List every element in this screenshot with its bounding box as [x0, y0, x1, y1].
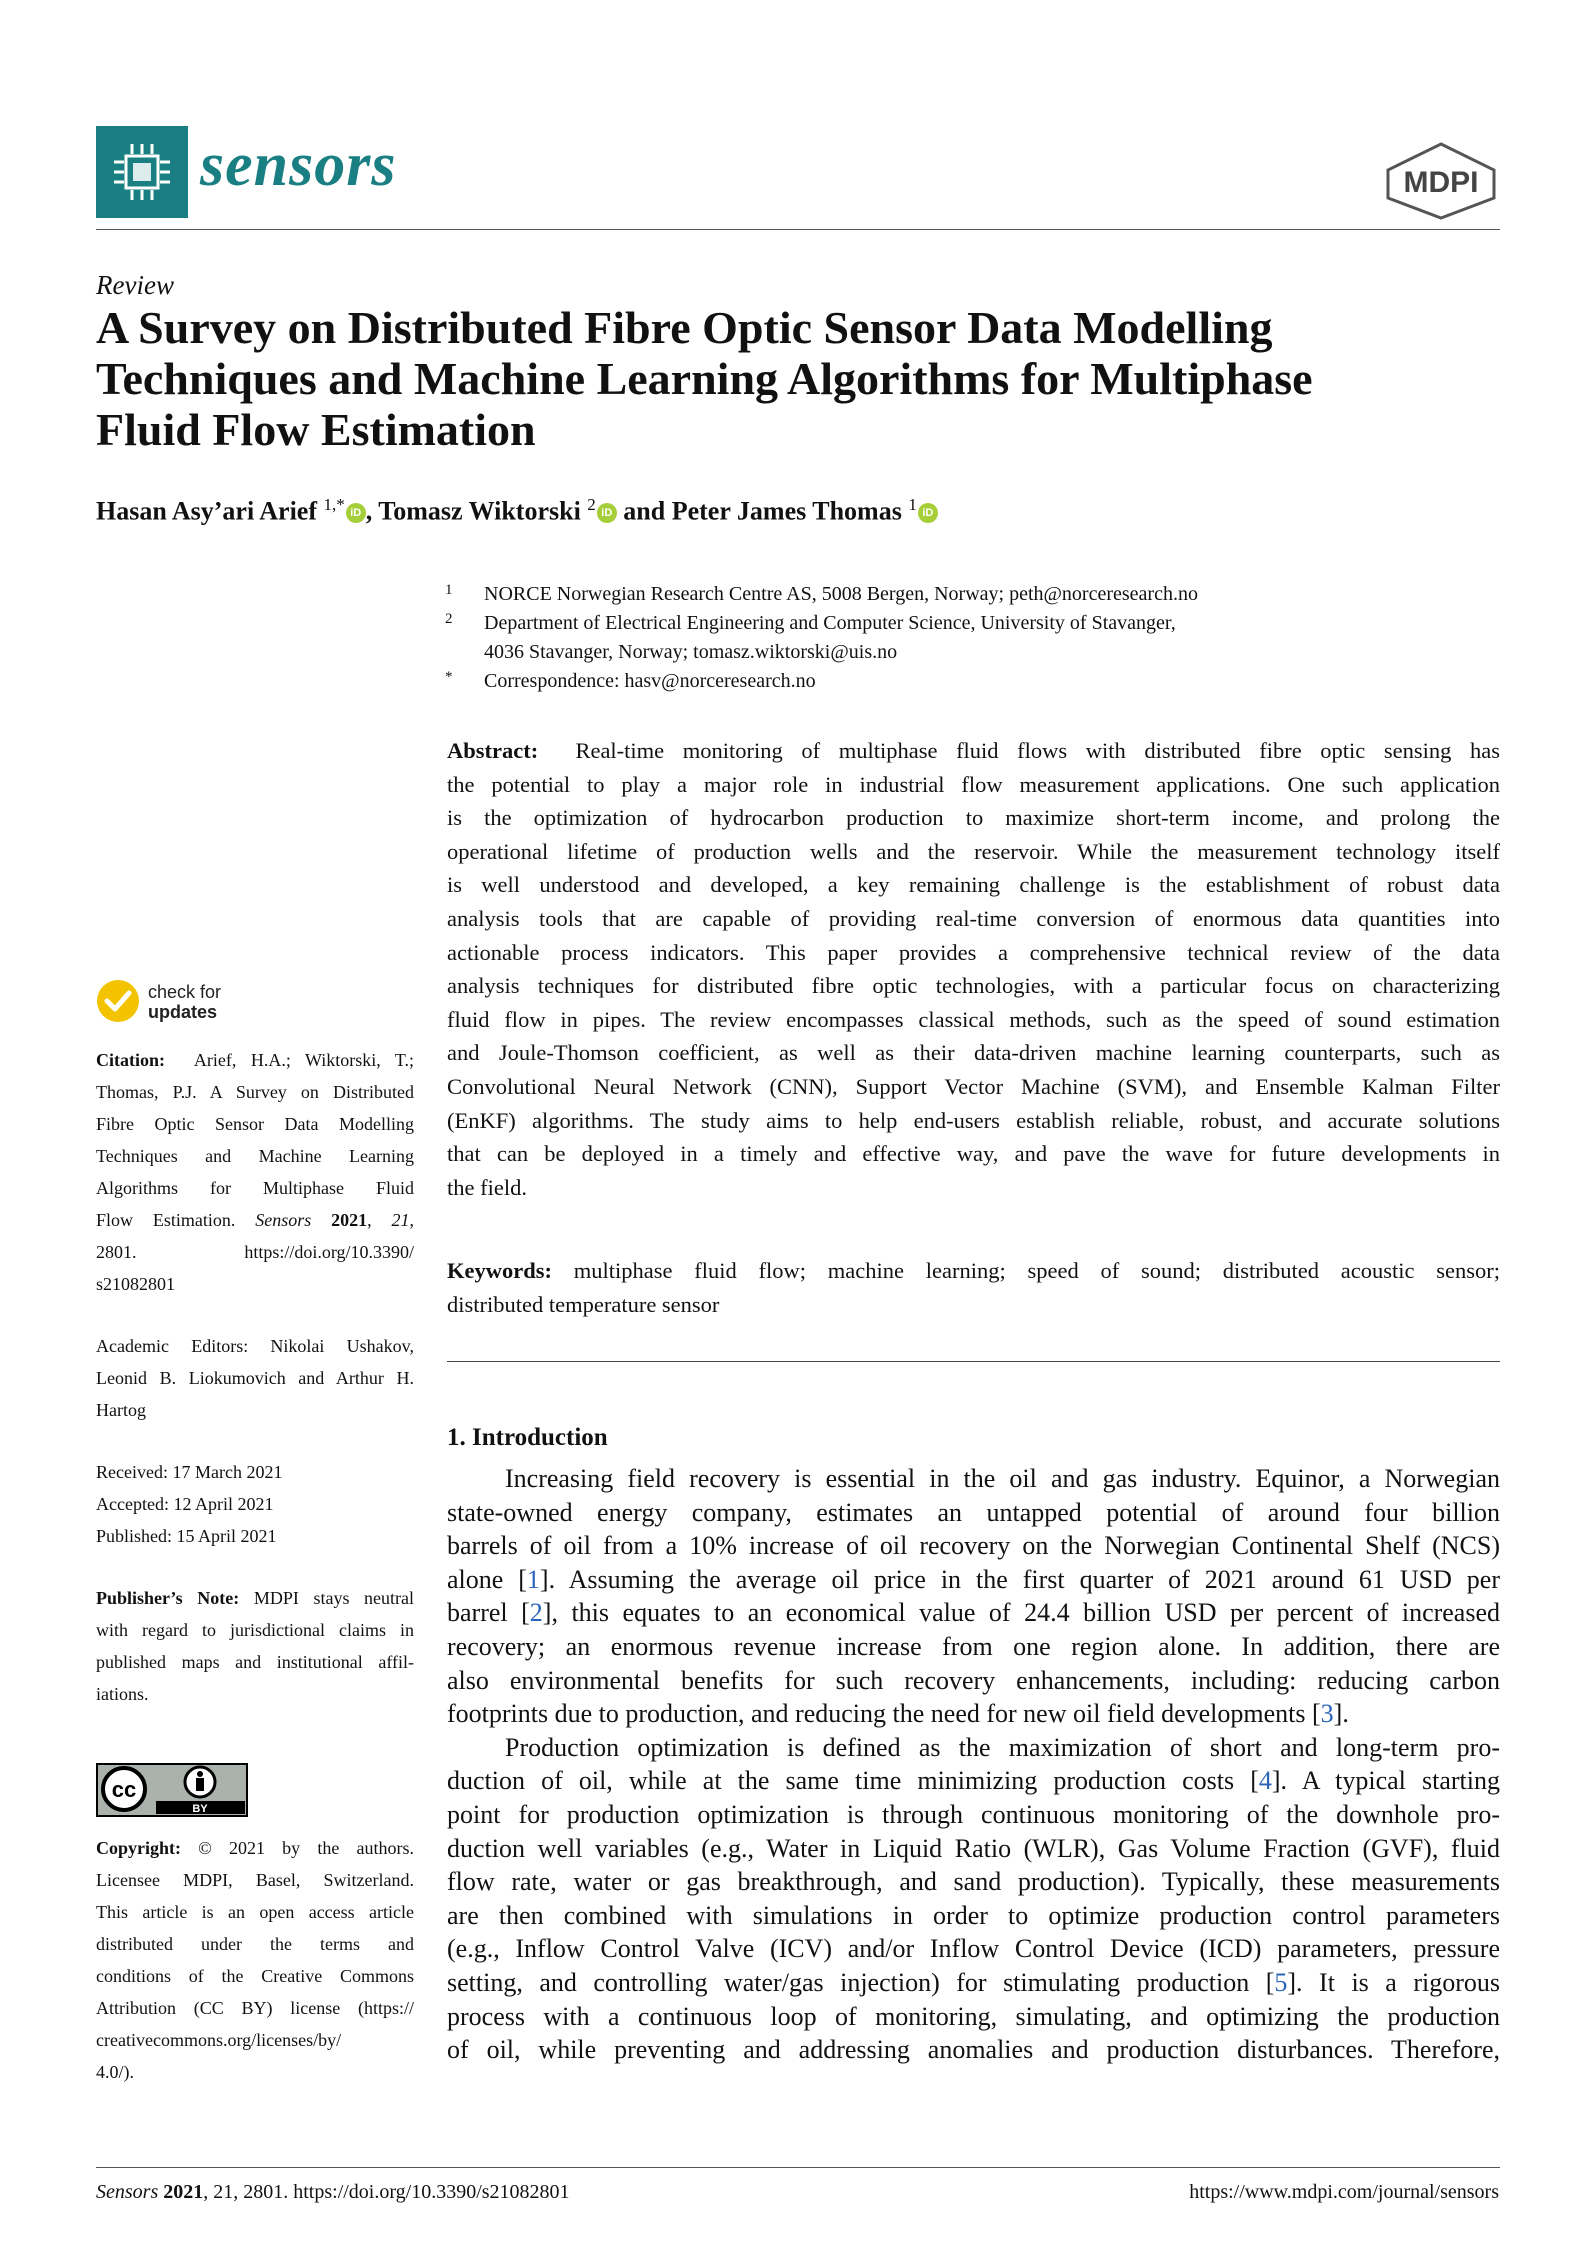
publisher-logo	[1382, 140, 1500, 220]
body-line: of oil, while preventing and addressing anomalies and production disturbances. Therefore,	[447, 2035, 1500, 2065]
affiliation-mark: 1	[445, 582, 453, 598]
accepted-date: Accepted: 12 April 2021	[96, 1494, 274, 1514]
author-affiliation-mark: 1	[908, 495, 917, 514]
copyright	[96, 1832, 414, 2088]
title-line: Fluid Flow Estimation	[96, 404, 536, 455]
editors-line: Leonid B. Liokumovich and Arthur H.	[96, 1368, 414, 1388]
citation-line: Fibre Optic Sensor Data Modelling	[96, 1114, 414, 1134]
note-line: iations.	[96, 1684, 149, 1704]
publisher-note	[96, 1582, 414, 1710]
abstract-line: is the optimization of hydrocarbon production to maximize short-term income, and prolong the	[447, 805, 1500, 831]
abstract-line: Convolutional Neural Network (CNN), Support Vector Machine (SVM), and Ensemble Kalman Filter	[447, 1073, 1500, 1099]
orcid-icon[interactable]: iD	[918, 503, 938, 523]
article-type: Review	[96, 270, 174, 300]
title-line: Techniques and Machine Learning Algorithms for Multiphase	[96, 353, 1313, 404]
note-line: published maps and institutional affil-	[96, 1652, 414, 1672]
keywords-line: distributed temperature sensor	[447, 1291, 720, 1317]
affiliation-text: Department of Electrical Engineering and Computer Science, University of Stavanger,	[484, 612, 1176, 634]
copyright-line: This article is an open access article	[96, 1902, 414, 1922]
section-heading: 1. Introduction	[447, 1424, 608, 1451]
affiliation-item	[447, 667, 1198, 696]
license-link-line[interactable]: creativecommons.org/licenses/by/	[96, 2030, 342, 2050]
reference-link[interactable]: 2	[529, 1598, 543, 1628]
copyright-line: Licensee MDPI, Basel, Switzerland.	[96, 1870, 414, 1890]
published-date: Published: 15 April 2021	[96, 1526, 277, 1546]
reference-link[interactable]: 1	[526, 1564, 540, 1594]
body-line: process with a continuous loop of monitoring, simulating, and optimizing the production	[447, 2001, 1500, 2031]
abstract-line: operational lifetime of production wells and the reservoir. While the measurement technology itself	[447, 838, 1500, 864]
citation-line: Thomas, P.J. A Survey on Distributed	[96, 1082, 414, 1102]
note-line: with regard to jurisdictional claims in	[96, 1620, 414, 1640]
footer-journal-url[interactable]: https://www.mdpi.com/journal/sensors	[1189, 2181, 1499, 2203]
license-link-line[interactable]: 4.0/).	[96, 2062, 134, 2082]
body-line: Increasing field recovery is essential in the oil and gas industry. Equinor, a Norwegian	[505, 1464, 1500, 1493]
reference-link[interactable]: 4	[1258, 1766, 1272, 1796]
reference-link[interactable]: 5	[1274, 1967, 1288, 1997]
body-line: barrel [2], this equates to an economical value of 24.4 billion USD per percent of increased	[447, 1598, 1501, 1628]
check-for-updates-badge[interactable]	[96, 976, 276, 1026]
body-line: (e.g., Inflow Control Valve (ICV) and/or Inflow Control Device (ICD) parameters, pressure	[447, 1934, 1500, 1964]
affiliation-item	[447, 580, 1198, 609]
orcid-icon[interactable]: iD	[346, 503, 366, 523]
body-line: footprints due to production, and reducing the need for new oil field developments [3].	[447, 1699, 1349, 1729]
affiliation-mark: *	[445, 669, 453, 685]
journal-logo	[96, 126, 188, 218]
title-line: A Survey on Distributed Fibre Optic Sensor Data Modelling	[96, 302, 1273, 353]
author-affiliation-mark: 1,*	[323, 495, 345, 514]
citation-doi-line[interactable]: 2801. https://doi.org/10.3390/	[96, 1242, 414, 1262]
article-title	[96, 302, 1516, 455]
abstract-line: analysis tools that are capable of providing real-time conversion of enormous data quantities into	[447, 905, 1500, 931]
header-divider	[96, 229, 1500, 230]
academic-editors	[96, 1330, 414, 1426]
affiliation-mark: 2	[445, 611, 453, 627]
affiliation-text: NORCE Norwegian Research Centre AS, 5008 Bergen, Norway; peth@norceresearch.no	[484, 583, 1198, 605]
sidebar	[96, 1044, 414, 1740]
citation-line: Techniques and Machine Learning	[96, 1146, 414, 1166]
reference-link[interactable]: 3	[1320, 1699, 1334, 1729]
author-list	[96, 495, 938, 527]
body-line: Production optimization is defined as the maximization of short and long-term pro-	[505, 1732, 1500, 1762]
keywords	[447, 1254, 1500, 1321]
body-line: flow rate, water or gas breakthrough, and sand production). Typically, these measurements	[447, 1867, 1500, 1897]
copyright-line: Copyright: © 2021 by the authors.	[96, 1838, 415, 1858]
body-line: also environmental benefits for such recovery enhancements, including: reducing carbon	[447, 1665, 1500, 1695]
copyright-line: distributed under the terms and	[96, 1934, 414, 1954]
citation-line: Citation: Arief, H.A.; Wiktorski, T.;	[96, 1050, 415, 1070]
cc-icon: cc	[111, 1777, 137, 1802]
editors-line: Hartog	[96, 1400, 146, 1420]
affiliations	[447, 580, 1198, 696]
keywords-line: Keywords: multiphase fluid flow; machine learning; speed of sound; distributed acoustic sensor;	[447, 1258, 1500, 1283]
body-line: setting, and controlling water/gas injection) for stimulating production [5]. It is a rigorous	[447, 1967, 1500, 1997]
publisher-name: MDPI	[1403, 166, 1479, 199]
body-line: duction of oil, while at the same time minimizing production costs [4]. A typical starting	[447, 1766, 1500, 1796]
footer-citation[interactable]: Sensors 2021, 21, 2801. https://doi.org/10.3390/s21082801	[96, 2181, 570, 2203]
check-updates-icon	[96, 979, 140, 1023]
abstract-line: the potential to play a major role in industrial flow measurement applications. One such application	[447, 771, 1500, 797]
author-affiliation-mark: 2	[587, 495, 596, 514]
abstract-line: actionable process indicators. This paper provides a comprehensive technical review of the data	[447, 939, 1500, 965]
body-line: recovery; an enormous revenue increase from one region alone. In addition, there are	[447, 1631, 1500, 1661]
abstract-label: Abstract:	[447, 738, 539, 763]
affiliation-item	[447, 609, 1198, 667]
citation-doi-line[interactable]: s21082801	[96, 1274, 176, 1294]
body-line: point for production optimization is through continuous monitoring of the downhole pro-	[447, 1799, 1500, 1829]
author-name[interactable]: Hasan Asy’ari Arief	[96, 496, 317, 526]
publication-dates	[96, 1456, 414, 1552]
affiliation-text: 4036 Stavanger, Norway; tomasz.wiktorski@uis.no	[484, 641, 898, 663]
author-name[interactable]: Peter James Thomas	[671, 496, 902, 526]
footer-divider	[96, 2167, 1500, 2168]
body-text	[447, 1462, 1500, 2067]
citation	[96, 1044, 414, 1300]
abstract-line: (EnKF) algorithms. The study aims to help end-users establish reliable, robust, and accurate solutions	[447, 1107, 1500, 1133]
abstract-line: analysis techniques for distributed fibre optic technologies, with a particular focus on characterizing	[447, 973, 1500, 999]
by-label: BY	[192, 1803, 208, 1815]
check-updates-text: check for updates	[148, 982, 222, 1022]
author-separator: and	[616, 496, 672, 526]
abstract-line: fluid flow in pipes. The review encompasses classical methods, such as the speed of sound estimation	[447, 1006, 1500, 1032]
citation-label: Citation:	[96, 1050, 165, 1070]
copyright-line: Attribution (CC BY) license (https://	[96, 1998, 414, 2018]
author-separator: ,	[365, 496, 379, 526]
cc-by-license-badge[interactable]	[96, 1763, 248, 1817]
editors-line: Academic Editors: Nikolai Ushakov,	[96, 1336, 414, 1356]
body-line: alone [1]. Assuming the average oil price in the first quarter of 2021 around 61 USD per	[447, 1564, 1500, 1594]
orcid-icon[interactable]: iD	[597, 503, 617, 523]
abstract-line: the field.	[447, 1174, 527, 1200]
abstract-divider	[447, 1361, 1500, 1362]
copyright-label: Copyright:	[96, 1838, 181, 1858]
note-label: Publisher’s Note:	[96, 1588, 240, 1608]
keywords-label: Keywords:	[447, 1258, 552, 1283]
abstract-line: Abstract: Real-time monitoring of multiphase fluid flows with distributed fibre optic sensing has	[447, 738, 1500, 763]
note-line: Publisher’s Note: MDPI stays neutral	[96, 1588, 415, 1608]
body-line: barrels of oil from a 10% increase of oil recovery on the Norwegian Continental Shelf (NCS)	[447, 1531, 1500, 1561]
citation-line: Algorithms for Multiphase Fluid	[96, 1178, 414, 1198]
abstract-line: is well understood and developed, a key remaining challenge is the establishment of robust data	[447, 872, 1500, 898]
body-line: state-owned energy company, estimates an untapped potential of around four billion	[447, 1497, 1500, 1527]
citation-line: Flow Estimation. Sensors 2021, 21,	[96, 1210, 415, 1230]
body-line: duction well variables (e.g., Water in Liquid Ratio (WLR), Gas Volume Fraction (GVF), fluid	[447, 1833, 1500, 1863]
received-date: Received: 17 March 2021	[96, 1462, 283, 1482]
abstract	[447, 734, 1500, 1204]
author-name[interactable]: Tomasz Wiktorski	[378, 496, 581, 526]
copyright-line: conditions of the Creative Commons	[96, 1966, 414, 1986]
journal-name: sensors	[200, 131, 397, 199]
abstract-line: that can be deployed in a timely and effective way, and pave the wave for future developments in	[447, 1141, 1500, 1167]
correspondence-text: Correspondence: hasv@norceresearch.no	[484, 670, 816, 692]
abstract-line: and Joule-Thomson coefficient, as well as their data-driven machine learning counterparts, such as	[447, 1040, 1500, 1066]
body-line: are then combined with simulations in order to optimize production control parameters	[447, 1900, 1500, 1930]
